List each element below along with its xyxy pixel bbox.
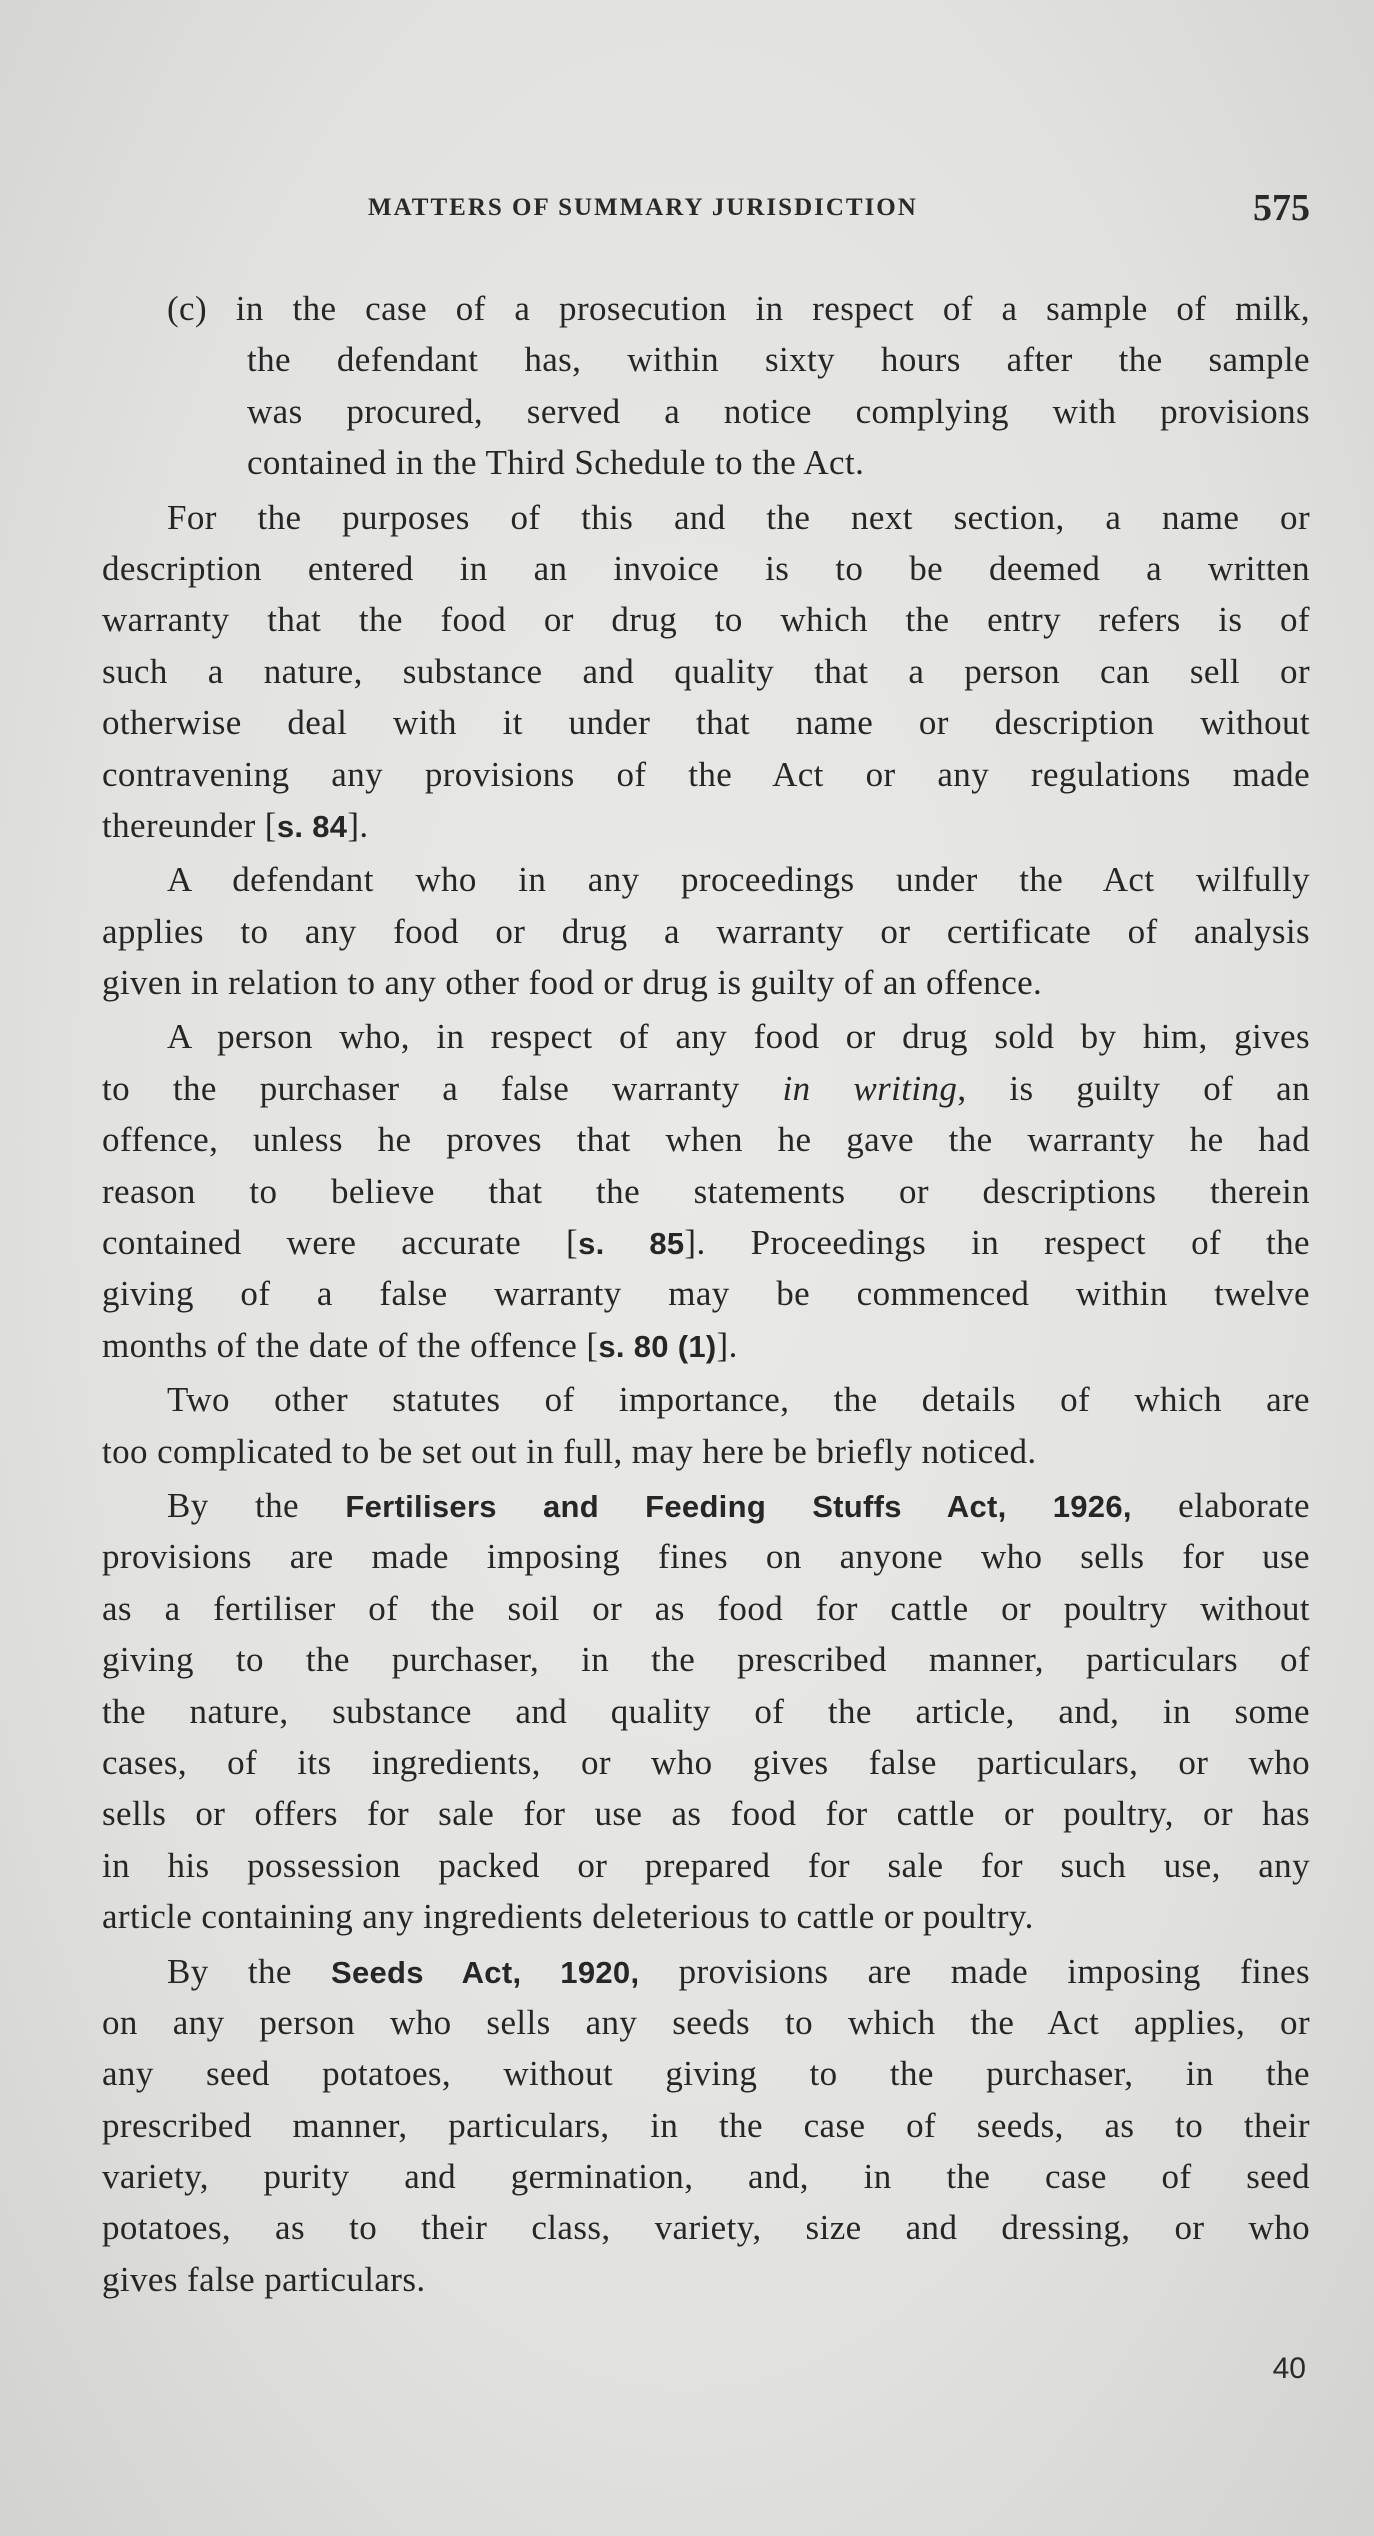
text-line: [102, 1788, 1310, 1839]
text-line: [102, 2202, 1310, 2253]
paragraph: [102, 854, 1310, 1008]
text-line: [247, 386, 1310, 437]
bold-text: s. 85: [578, 1226, 685, 1262]
text-run: giving of a false warranty may be commenced within twelve: [102, 1274, 1310, 1314]
text-line: [102, 1426, 1310, 1477]
text-run: For the purposes of this and the next section, a name or: [167, 497, 1310, 537]
body-text: [102, 280, 1310, 2305]
text-line: [102, 1166, 1310, 1217]
text-run: months of the date of the offence [: [102, 1325, 599, 1365]
text-line: [102, 1217, 1310, 1268]
text-line: [167, 283, 1310, 334]
bold-text: s. 84: [276, 808, 348, 844]
text-run: By the: [167, 1951, 331, 1991]
paragraph: [102, 492, 1310, 852]
text-run: the defendant has, within sixty hours after the sample: [247, 340, 1310, 380]
text-line: [102, 1997, 1310, 2048]
text-line: [102, 2048, 1310, 2099]
text-run: description entered in an invoice is to be deemed a written: [102, 548, 1310, 588]
text-line: [167, 1946, 1310, 1997]
text-run: such a nature, substance and quality that a person can sell or: [102, 651, 1310, 691]
text-run: By the: [167, 1485, 346, 1525]
text-line: [102, 646, 1310, 697]
italic-text: in writing: [782, 1068, 958, 1108]
bold-text: Fertilisers and Feeding Stuffs Act, 1926,: [345, 1488, 1132, 1524]
text-run: too complicated to be set out in full, may here be briefly noticed.: [102, 1431, 1037, 1471]
text-run: sells or offers for sale for use as food for cattle or poultry, or has: [102, 1794, 1310, 1834]
text-run: was procured, served a notice complying with provisions: [247, 391, 1310, 431]
bold-text: s. 80 (1): [598, 1328, 717, 1364]
text-line: [167, 854, 1310, 905]
text-run: A defendant who in any proceedings under the Act wilfully: [167, 860, 1310, 900]
text-run: ].: [716, 1325, 738, 1365]
page-header: [0, 188, 1374, 232]
text-run: applies to any food or drug a warranty or certificate of analysis: [102, 911, 1310, 951]
text-line: [102, 1531, 1310, 1582]
text-run: any seed potatoes, without giving to the purchaser, in the: [102, 2054, 1310, 2094]
text-run: Two other statutes of importance, the details of which are: [167, 1380, 1310, 1420]
text-run: warranty that the food or drug to which the entry refers is of: [102, 600, 1310, 640]
text-line: [167, 1374, 1310, 1425]
text-run: ].: [347, 805, 369, 845]
text-run: otherwise deal with it under that name or description without: [102, 703, 1310, 743]
text-run: provisions are made imposing fines: [639, 1951, 1310, 1991]
text-run: potatoes, as to their class, variety, size and dressing, or who: [102, 2208, 1310, 2248]
paragraph: [102, 1374, 1310, 1477]
signature-number: 40: [1272, 2352, 1306, 2385]
text-line: [102, 1268, 1310, 1319]
text-line: [102, 749, 1310, 800]
text-run: prescribed manner, particulars, in the case of seeds, as to their: [102, 2105, 1310, 2145]
text-line: [102, 2151, 1310, 2202]
text-line: [102, 1686, 1310, 1737]
text-run: in his possession packed or prepared for sale for such use, any: [102, 1845, 1310, 1885]
text-line: [102, 594, 1310, 645]
text-line: [102, 906, 1310, 957]
text-run: contained were accurate [: [102, 1223, 579, 1263]
text-run: cases, of its ingredients, or who gives false particulars, or who: [102, 1742, 1310, 1782]
text-run: gives false particulars.: [102, 2259, 426, 2299]
text-run: variety, purity and germination, and, in the case of seed: [102, 2157, 1310, 2197]
text-line: [102, 543, 1310, 594]
page-number: 575: [1253, 187, 1310, 229]
text-run: given in relation to any other food or drug is guilty of an offence.: [102, 963, 1043, 1003]
text-run: provisions are made imposing fines on anyone who sells for use: [102, 1537, 1310, 1577]
text-run: contained in the Third Schedule to the Act.: [247, 443, 865, 483]
text-run: the nature, substance and quality of the article, and, in some: [102, 1691, 1310, 1731]
text-line: [102, 1114, 1310, 1165]
text-line: [102, 2254, 1310, 2305]
text-line: [102, 1737, 1310, 1788]
list-item-c: [102, 283, 1310, 489]
text-line: [102, 1583, 1310, 1634]
text-run: (c) in the case of a prosecution in respect of a sample of milk,: [167, 289, 1310, 328]
text-line: [102, 1320, 1310, 1371]
text-line: [102, 697, 1310, 748]
text-run: giving to the purchaser, in the prescribed manner, particulars of: [102, 1640, 1310, 1680]
text-line: [167, 492, 1310, 543]
text-line: [102, 957, 1310, 1008]
text-run: to the purchaser a false warranty: [102, 1068, 783, 1108]
text-run: thereunder [: [102, 805, 277, 845]
paragraph: [102, 1480, 1310, 1943]
text-line: [167, 1480, 1310, 1531]
text-run: ]. Proceedings in respect of the: [684, 1223, 1310, 1263]
paragraph: [102, 1946, 1310, 2306]
text-line: [247, 334, 1310, 385]
bold-text: Seeds Act, 1920,: [330, 1954, 640, 1990]
text-run: article containing any ingredients deleterious to cattle or poultry.: [102, 1897, 1034, 1937]
text-line: [102, 1840, 1310, 1891]
text-line: [167, 1011, 1310, 1062]
running-head: MATTERS OF SUMMARY JURISDICTION: [368, 194, 918, 221]
text-run: as a fertiliser of the soil or as food for cattle or poultry without: [102, 1588, 1310, 1628]
text-run: reason to believe that the statements or descriptions therein: [102, 1171, 1310, 1211]
text-run: A person who, in respect of any food or drug sold by him, gives: [167, 1017, 1310, 1057]
text-line: [102, 1634, 1310, 1685]
paragraph: [102, 1011, 1310, 1371]
text-run: on any person who sells any seeds to which the Act applies, or: [102, 2002, 1310, 2042]
text-line: [247, 437, 1310, 488]
text-run: , is guilty of an: [957, 1068, 1310, 1108]
text-run: elaborate: [1131, 1485, 1310, 1525]
text-run: contravening any provisions of the Act or any regulations made: [102, 754, 1310, 794]
text-run: offence, unless he proves that when he gave the warranty he had: [102, 1120, 1310, 1160]
text-line: [102, 2100, 1310, 2151]
text-line: [102, 1891, 1310, 1942]
text-line: [102, 800, 1310, 851]
text-line: [102, 1063, 1310, 1114]
